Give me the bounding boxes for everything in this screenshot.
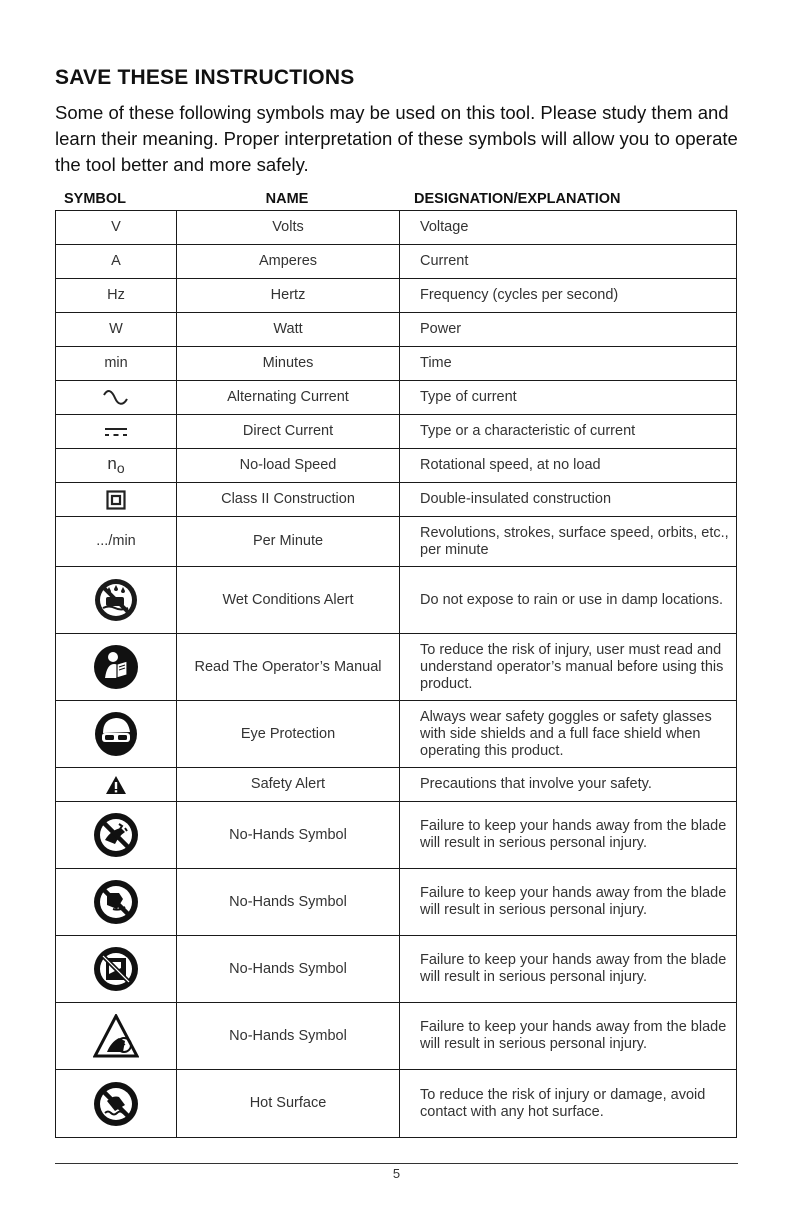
designation-cell: Rotational speed, at no load xyxy=(400,449,737,483)
name-cell: Amperes xyxy=(177,245,400,279)
table-row xyxy=(56,768,737,802)
designation-cell: Double-insulated construction xyxy=(400,483,737,517)
name-cell: Hot Surface xyxy=(177,1070,400,1138)
symbol-cell xyxy=(56,483,177,517)
name-cell: Class II Construction xyxy=(177,483,400,517)
symbol-cell xyxy=(56,449,177,483)
designation-cell: Time xyxy=(400,347,737,381)
wet-conditions-alert-icon xyxy=(93,577,139,623)
designation-cell: Always wear safety goggles or safety glasses with side shields and a full face shield when operating this product. xyxy=(400,701,737,768)
table-row xyxy=(56,313,737,347)
designation-cell: Revolutions, strokes, surface speed, orbits, etc., per minute xyxy=(400,517,737,567)
designation-cell: Failure to keep your hands away from the blade will result in serious personal injury. xyxy=(400,869,737,936)
alternating-current-icon xyxy=(101,389,131,407)
name-cell: Watt xyxy=(177,313,400,347)
safety-alert-icon xyxy=(105,775,127,795)
table-row xyxy=(56,279,737,313)
symbol-cell xyxy=(56,347,177,381)
eye-protection-icon xyxy=(94,711,138,757)
direct-current-icon xyxy=(104,425,128,439)
designation-cell: Failure to keep your hands away from the blade will result in serious personal injury. xyxy=(400,1003,737,1070)
table-row xyxy=(56,1070,737,1138)
symbol-text: Hz xyxy=(107,287,125,303)
table-row xyxy=(56,1003,737,1070)
name-cell: Per Minute xyxy=(177,517,400,567)
name-cell: Volts xyxy=(177,211,400,245)
symbol-cell xyxy=(56,1070,177,1138)
designation-cell: Current xyxy=(400,245,737,279)
table-row xyxy=(56,415,737,449)
name-cell: Hertz xyxy=(177,279,400,313)
designation-cell: Failure to keep your hands away from the blade will result in serious personal injury. xyxy=(400,936,737,1003)
table-row xyxy=(56,869,737,936)
no-hands-warning-icon xyxy=(93,1014,139,1058)
table-row xyxy=(56,701,737,768)
symbol-cell xyxy=(56,415,177,449)
name-cell: Direct Current xyxy=(177,415,400,449)
symbol-cell xyxy=(56,567,177,634)
footer-divider xyxy=(55,1163,738,1164)
symbol-text: A xyxy=(111,253,121,269)
table-row xyxy=(56,567,737,634)
page-heading: SAVE THESE INSTRUCTIONS xyxy=(55,66,355,89)
no-hands-icon xyxy=(93,879,139,925)
designation-cell: Precautions that involve your safety. xyxy=(400,768,737,802)
table-row xyxy=(56,802,737,869)
designation-cell: To reduce the risk of injury or damage, avoid contact with any hot surface. xyxy=(400,1070,737,1138)
symbol-cell xyxy=(56,381,177,415)
symbol-subscript: o xyxy=(116,459,125,476)
table-row xyxy=(56,347,737,381)
name-cell: Minutes xyxy=(177,347,400,381)
symbol-text: V xyxy=(111,219,121,235)
table-row xyxy=(56,245,737,279)
symbol-cell xyxy=(56,313,177,347)
symbol-cell xyxy=(56,802,177,869)
name-cell: Wet Conditions Alert xyxy=(177,567,400,634)
table-row xyxy=(56,517,737,567)
table-row xyxy=(56,936,737,1003)
designation-cell: Type of current xyxy=(400,381,737,415)
name-cell: No-Hands Symbol xyxy=(177,802,400,869)
hot-surface-icon xyxy=(93,1081,139,1127)
symbol-cell xyxy=(56,634,177,701)
column-header-symbol: SYMBOL xyxy=(64,191,127,207)
symbol-cell xyxy=(56,279,177,313)
designation-cell: Power xyxy=(400,313,737,347)
designation-cell: Do not expose to rain or use in damp locations. xyxy=(400,567,737,634)
symbols-table xyxy=(55,210,737,1138)
symbol-text: min xyxy=(104,355,128,371)
symbol-cell xyxy=(56,1003,177,1070)
table-row xyxy=(56,483,737,517)
symbol-cell xyxy=(56,768,177,802)
symbol-cell xyxy=(56,936,177,1003)
designation-cell: Failure to keep your hands away from the blade will result in serious personal injury. xyxy=(400,802,737,869)
designation-cell: Frequency (cycles per second) xyxy=(400,279,737,313)
symbol-text: .../min xyxy=(96,533,136,549)
name-cell: Eye Protection xyxy=(177,701,400,768)
name-cell: No-Hands Symbol xyxy=(177,869,400,936)
column-header-name: NAME xyxy=(265,191,309,207)
symbol-cell xyxy=(56,517,177,567)
symbol-cell xyxy=(56,245,177,279)
name-cell: Safety Alert xyxy=(177,768,400,802)
table-row xyxy=(56,449,737,483)
designation-cell: To reduce the risk of injury, user must read and understand operator’s manual before using this product. xyxy=(400,634,737,701)
no-hands-icon xyxy=(93,946,139,992)
symbol-cell xyxy=(56,869,177,936)
table-row xyxy=(56,211,737,245)
table-row xyxy=(56,634,737,701)
name-cell: No-Hands Symbol xyxy=(177,1003,400,1070)
designation-cell: Voltage xyxy=(400,211,737,245)
no-hands-icon xyxy=(93,812,139,858)
column-header-designation: DESIGNATION/EXPLANATION xyxy=(414,191,621,207)
symbol-cell xyxy=(56,701,177,768)
intro-paragraph: Some of these following symbols may be used on this tool. Please study them and learn their meaning. Proper interpretation of these symbols will allow you to operate the tool better and more safely. xyxy=(55,102,738,175)
name-cell: Read The Operator’s Manual xyxy=(177,634,400,701)
read-manual-icon xyxy=(93,644,139,690)
name-cell: No-load Speed xyxy=(177,449,400,483)
symbol-cell xyxy=(56,211,177,245)
symbol-text: n xyxy=(107,453,117,473)
designation-cell: Type or a characteristic of current xyxy=(400,415,737,449)
symbol-text: W xyxy=(109,321,123,337)
table-row xyxy=(56,381,737,415)
name-cell: No-Hands Symbol xyxy=(177,936,400,1003)
name-cell: Alternating Current xyxy=(177,381,400,415)
page-number: 5 xyxy=(392,1166,401,1181)
class-ii-construction-icon xyxy=(106,490,126,510)
